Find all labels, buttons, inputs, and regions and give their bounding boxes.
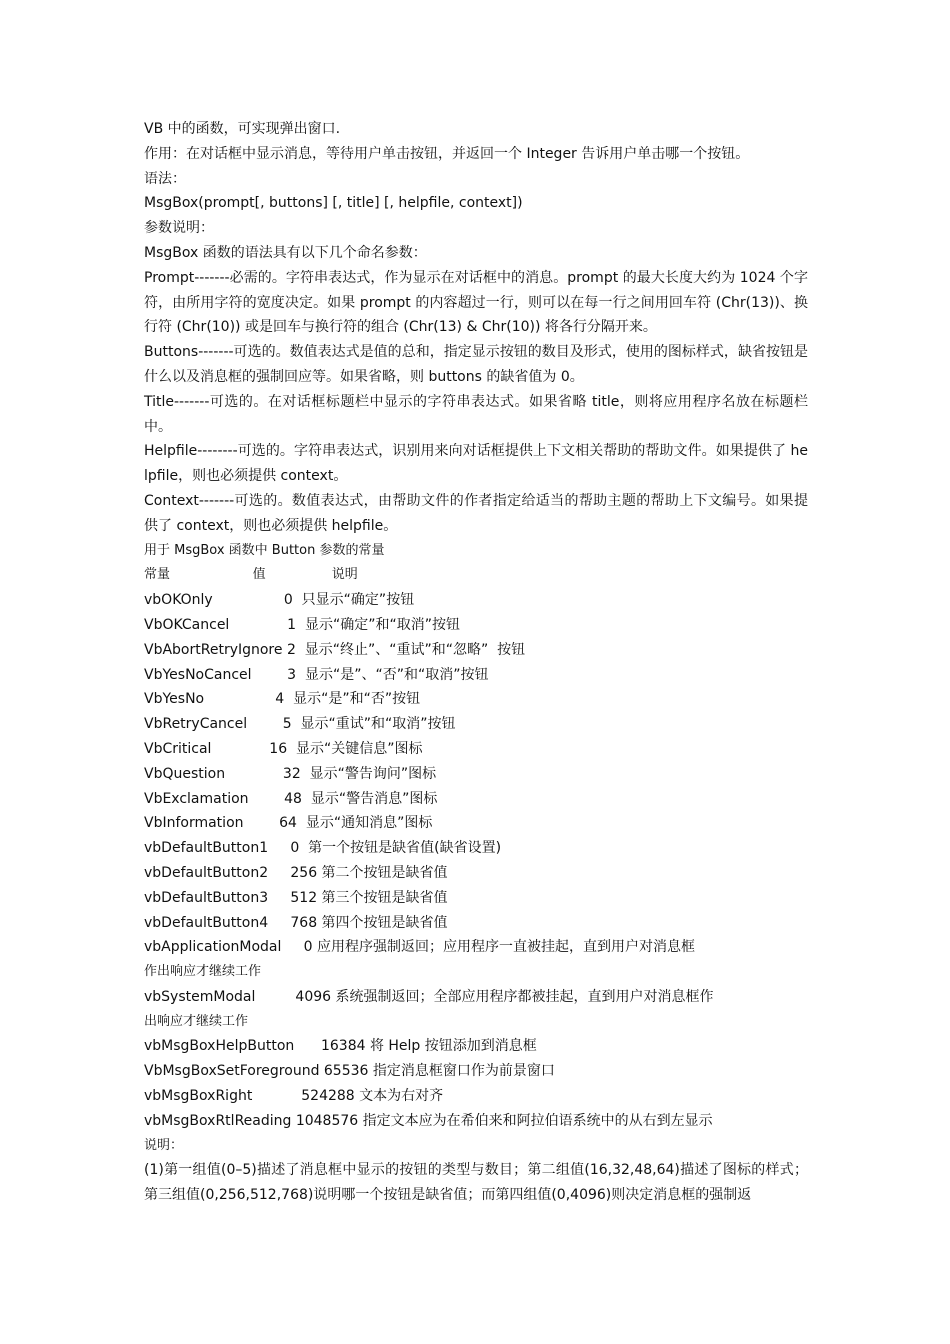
prompt-description: Prompt-------必需的。字符串表达式，作为显示在对话框中的消息。prompt 的最大长度大约为 1024 个字符，由所用字符的宽度决定。如果 prompt 的内容超过一行，则可以在每一行之间用回车符 (Chr(13))、换行符 (Chr(10)) 或是回车与换行符的组合 (Chr(13) & Chr(10)) 将各行分隔开来。 <box>144 269 808 336</box>
table-row: VbCritical 16 显示“关键信息”图标 <box>144 740 423 757</box>
table-row: VbMsgBoxSetForeground 65536 指定消息框窗口作为前景窗口 <box>144 1063 555 1080</box>
table-row: VbRetryCancel 5 显示“重试”和“取消”按钮 <box>144 716 456 733</box>
notes-label: 说明： <box>144 1137 184 1153</box>
table-row: vbOKOnly 0 只显示“确定”按钮 <box>144 592 415 609</box>
table-row: vbSystemModal 4096 系统强制返回；全部应用程序都被挂起，直到用户对消息框作 <box>144 988 714 1005</box>
syntax-line: MsgBox(prompt[, buttons] [, title] [, helpfile, context]) <box>144 195 523 212</box>
params-label: 参数说明： <box>144 220 214 237</box>
table-row: VbYesNoCancel 3 显示“是”、“否”和“取消”按钮 <box>144 666 489 683</box>
constants-heading: 用于 MsgBox 函数中 Button 参数的常量 <box>144 542 385 558</box>
table-row: vbMsgBoxRight 524288 文本为右对齐 <box>144 1088 444 1105</box>
table-row: VbYesNo 4 显示“是”和“否”按钮 <box>144 691 421 708</box>
table-row: vbDefaultButton2 256 第二个按钮是缺省值 <box>144 864 448 881</box>
purpose-line: 作用：在对话框中显示消息，等待用户单击按钮，并返回一个 Integer 告诉用户单击哪一个按钮。 <box>144 145 750 162</box>
table-row-continuation: 出响应才继续工作 <box>144 1013 249 1029</box>
table-row: VbAbortRetryIgnore 2 显示“终止”、“重试”和“忽略” 按钮 <box>144 641 526 658</box>
constants-table <box>144 588 808 1134</box>
intro-line: VB 中的函数，可实现弹出窗口. <box>144 121 341 137</box>
table-header: 常量 值 说明 <box>144 567 358 583</box>
note-1: (1)第一组值(0–5)描述了消息框中显示的按钮的类型与数目；第二组值(16,32,48,64)描述了图标的样式；第三组值(0,256,512,768)说明哪一个按钮是缺省值；而第四组值(0,4096)则决定消息框的强制返 <box>144 1162 808 1204</box>
table-row: VbOKCancel 1 显示“确定”和“取消”按钮 <box>144 616 460 633</box>
table-row: vbDefaultButton1 0 第一个按钮是缺省值(缺省设置) <box>144 840 502 857</box>
table-row-continuation: 作出响应才继续工作 <box>144 964 262 980</box>
context-description: Context-------可选的。数值表达式，由帮助文件的作者指定给适当的帮助主题的帮助上下文编号。如果提供了 context，则也必须提供 helpfile。 <box>144 492 808 534</box>
title-description: Title-------可选的。在对话框标题栏中显示的字符串表达式。如果省略 title，则将应用程序名放在标题栏中。 <box>144 393 808 435</box>
params-intro: MsgBox 函数的语法具有以下几个命名参数： <box>144 244 427 261</box>
table-row: VbInformation 64 显示“通知消息”图标 <box>144 815 433 832</box>
document-page <box>144 117 808 1208</box>
table-row: VbExclamation 48 显示“警告消息”图标 <box>144 790 438 807</box>
table-row: VbQuestion 32 显示“警告询问”图标 <box>144 765 437 782</box>
table-row: vbMsgBoxRtlReading 1048576 指定文本应为在希伯来和阿拉伯语系统中的从右到左显示 <box>144 1112 713 1129</box>
table-row: vbApplicationModal 0 应用程序强制返回；应用程序一直被挂起，直到用户对消息框 <box>144 939 696 956</box>
helpfile-description: Helpfile--------可选的。字符串表达式，识别用来向对话框提供上下文相关帮助的帮助文件。如果提供了 helpfile，则也必须提供 context。 <box>144 443 808 485</box>
table-row: vbMsgBoxHelpButton 16384 将 Help 按钮添加到消息框 <box>144 1038 537 1055</box>
buttons-description: Buttons-------可选的。数值表达式是值的总和，指定显示按钮的数目及形式，使用的图标样式，缺省按钮是什么以及消息框的强制回应等。如果省略，则 buttons 的缺省值为 0。 <box>144 344 808 385</box>
syntax-label: 语法： <box>144 170 186 187</box>
table-row: vbDefaultButton4 768 第四个按钮是缺省值 <box>144 914 448 931</box>
table-row: vbDefaultButton3 512 第三个按钮是缺省值 <box>144 889 448 906</box>
